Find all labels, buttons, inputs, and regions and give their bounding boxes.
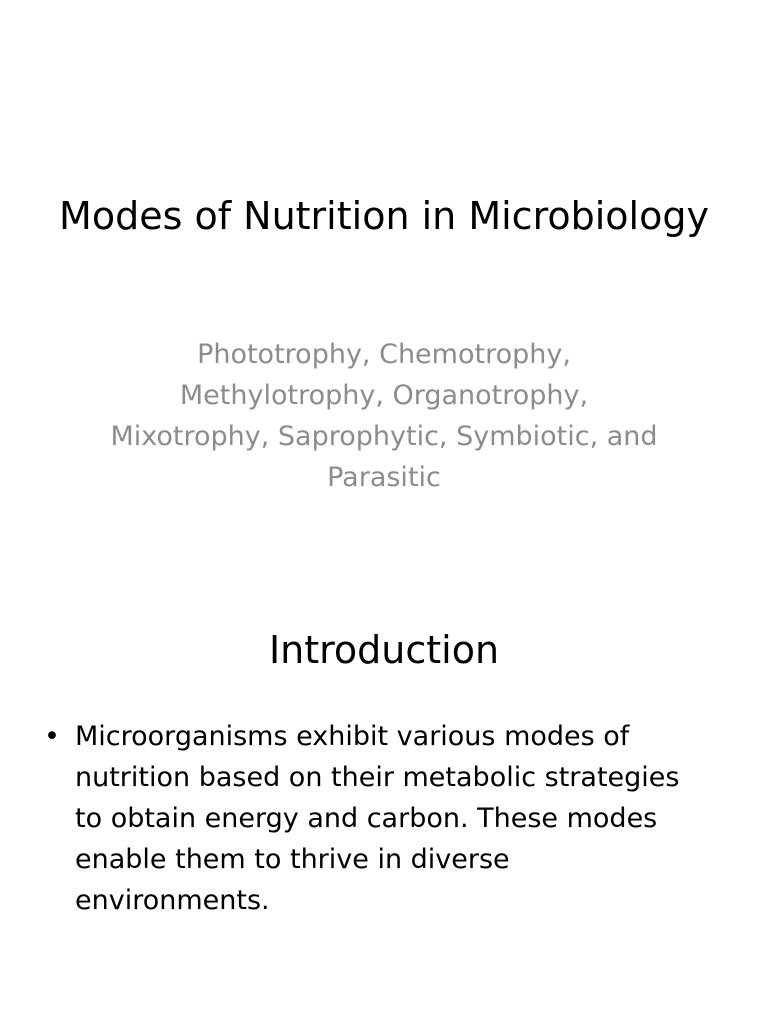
bullet-list xyxy=(40,716,700,921)
bullet-text: Microorganisms exhibit various modes of nutrition based on their metabolic strategies to obtain energy and carbon. These modes enable them to thrive in diverse environments. xyxy=(75,721,680,916)
slide-subtitle: Phototrophy, Chemotrophy, Methylotrophy, Organotrophy, Mixotrophy, Saprophytic, Symbiotic, and Parasitic xyxy=(110,339,658,493)
section-heading: Introduction xyxy=(268,628,500,672)
bullet-dot-icon: • xyxy=(44,721,60,752)
slide-title: Modes of Nutrition in Microbiology xyxy=(59,194,709,238)
introduction-slide xyxy=(0,560,768,1024)
bullet-item xyxy=(40,716,700,921)
